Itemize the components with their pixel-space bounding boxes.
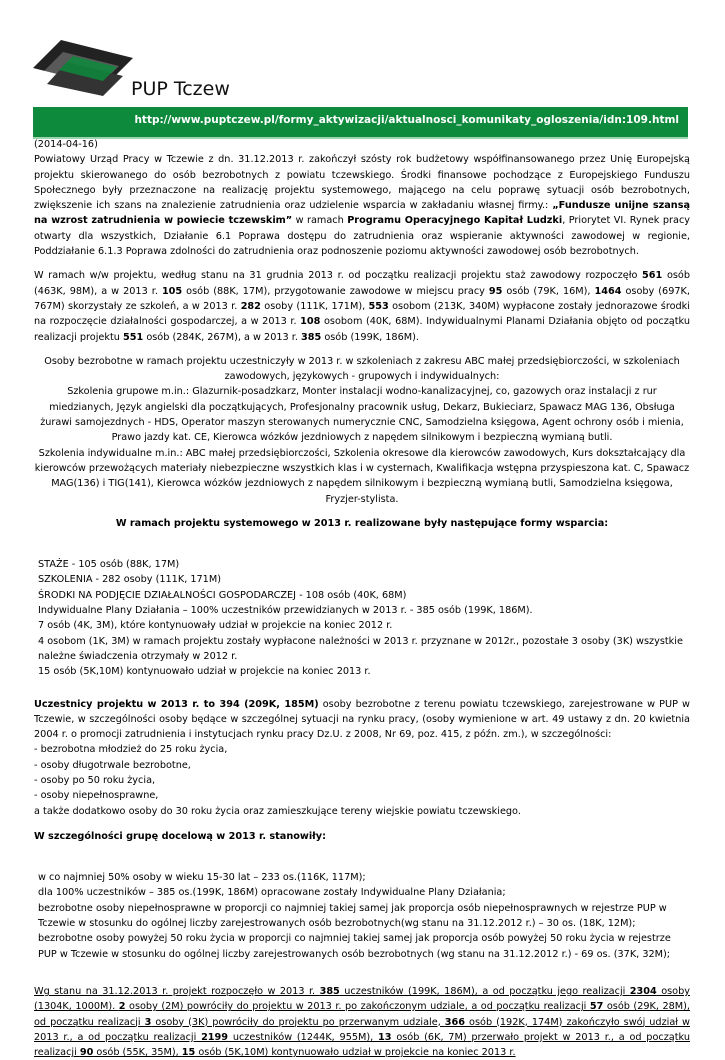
article-content [34, 137, 690, 1060]
training-group: Szkolenia grupowe m.in.: Glazurnik-posadzkarz, Monter instalacji wodno-kanalizacyjnej, co, gazowych oraz instalacji z rur miedzianych, Język angielski dla początkujących, Profesjonalny pracownik usług, Dekarz, Bukieciarz, Spawacz MAG 136, Obsługa żurawi samojezdnych - HDS, Operator maszyn sterowanych numerycznie CNC, Samodzielna księgowa, Agent ochrony osób i mienia, Prawo jazdy kat. CE, Kierowca wózków jezdniowych z napędem silnikowym i bezpieczną wymianą butli. [40, 386, 684, 444]
project-title: „Fundusze unijne szansą na wzrost zatrudnienia w powiecie tczewskim” [34, 200, 690, 227]
participants-paragraph [34, 697, 690, 743]
participants-text: osoby bezrobotne z terenu powiatu tczewskiego, zarejestrowane w PUP w Tczewie, w szczególności osoby będące w szczególnej sytuacji na rynku pracy, (osoby wymienione w art. 49 ustawy z dn. 20 kwietnia 2004 r. o promocji zatrudnienia i instytucjach rynku pracy Dz.U. z 2008, Nr 69, poz. 415, z późn. zm.), w szczególności: [34, 698, 690, 741]
training-individual: Szkolenia indywidualne m.in.: ABC małej przedsiębiorczości, Szkolenia okresowe dla kierowców zawodowych, Kurs dokształcający dla kierowców przewożących materiały niebezpieczne wszystkich klas i w cysternach, Kwalifikacja wstępna przyspieszona kat. C, Spawacz MAG(136) i TIG(141), Kierowca wózków jezdniowych z napędem silnikowym i bezpieczną wymianą butli, Samodzielna księgowa, Fryzjer-stylista. [34, 447, 690, 505]
target-heading: W szczególności grupę docelową w 2013 r. stanowiły: [34, 830, 326, 842]
list-item: - osoby długotrwale bezrobotne, [34, 759, 191, 771]
article-date: (2014-04-16) [34, 139, 98, 150]
stats-paragraph: W ramach w/w projektu, według stanu na 31 grudnia 2013 r. od początku realizacji projektu staż zawodowy rozpoczęło 561 osób (463K, 98M), a w 2013 r. 105 osób (88K, 17M), przygotowanie zawodowe w miejscu pracy 95 osób (79K, 16M), 1464 osoby (697K, 767M) skorzystały ze szkoleń, a w 2013 r. 282 osoby (111K, 171M), 553 osobom (213K, 340M) wypłacone zostały jednorazowe środki na rozpoczęcie działalności gospodarczej, a w 2013 r. 108 osobom (40K, 68M). Indywidualnymi Planami Działania objęto od początku realizacji projektu 551 osób (284K, 267M), a w 2013 r. 385 osób (199K, 186M). [34, 270, 690, 343]
list-item: dla 100% uczestników – 385 os.(199K, 186M) opracowane zostały Indywidualne Plany Działania; [38, 887, 506, 899]
intro-text-2: w ramach [292, 215, 348, 227]
participants-count: Uczestnicy projektu w 2013 r. to 394 (209K, 185M) [34, 698, 319, 710]
list-item: bezrobotne osoby powyżej 50 roku życia w proporcji co najmniej takiej samej jak proporcja osób powyżej 50 roku życia w rejestrze PUP w Tczewie w stosunku do ogólnej liczby zarejestrowanych osób bezrobotnych (wg stanu na 31.12.2012 r.) - 69 os. (37K, 32M); [38, 933, 671, 960]
summary-paragraph: Wg stanu na 31.12.2013 r. projekt rozpoczęło w 2013 r. 385 uczestników (199K, 186M), a od początku jego realizacji 2304 osoby (1304K, 1000M). 2 osoby (2M) powróciły do projektu w 2013 r. po zakończonym udziale, a od początku realizacji 57 osób (29K, 28M), od początku realizacji 3 osoby (3K) powróciły do projektu po przerwanym udziale, 366 osób (192K, 174M) zakończyło swój udział w 2013 r., a od początku realizacji 2199 uczestników (1244K, 955M), 13 osób (6K, 7M) przerwało projekt w 2013 r., a od początku realizacji 90 osób (55K, 35M), 15 osób (5K,10M) kontynuowało udział w projekcie na koniec 2013 r. [34, 985, 691, 1059]
pup-logo-icon [33, 40, 133, 96]
list-item: Indywidualne Plany Działania – 100% uczestników przewidzianych w 2013 r. - 385 osób (199K, 186M). [38, 605, 533, 617]
forms-list [34, 557, 690, 679]
list-item: SZKOLENIA - 282 osoby (111K, 171M) [38, 574, 221, 586]
intro-text-3: , Priorytet VI. Rynek pracy otwarty dla wszystkich, Działanie 6.1 Poprawa dostępu do zatrudnienia oraz wspieranie aktywności zawodowej w regionie, Poddziałanie 6.1.3 Poprawa zdolności do zatrudnienia oraz podnoszenie poziomu aktywności zawodowej osób bezrobotnych. [34, 215, 691, 258]
participants-tail: a także dodatkowo osoby do 30 roku życia oraz zamieszkujące tereny wiejskie powiatu tczewskiego. [34, 805, 521, 817]
list-item: ŚRODKI NA PODJĘCIE DZIAŁALNOŚCI GOSPODARCZEJ - 108 osób (40K, 68M) [38, 589, 407, 601]
list-item: - osoby po 50 roku życia, [34, 774, 156, 786]
list-item: w co najmniej 50% osoby w wieku 15-30 lat – 233 os.(116K, 117M); [38, 872, 366, 884]
list-item: 7 osób (4K, 3M), które kontynuowały udział w projekcie na koniec 2012 r. [38, 620, 393, 632]
list-item: bezrobotne osoby niepełnosprawne w proporcji co najmniej takiej samej jak proporcja osób niepełnosprawnych w rejestrze PUP w Tczewie w stosunku do ogólnej liczby zarejestrowanych osób bezrobotnych(wg stanu na 31.12.2012 r.) – 30 os. (18K, 12M); [38, 902, 667, 930]
list-item: - bezrobotna młodzież do 25 roku życia, [34, 744, 228, 756]
training-intro: Osoby bezrobotne w ramach projektu uczestniczyły w 2013 r. w szkoleniach z zakresu ABC małej przedsiębiorczości, w szkoleniach zawodowych, językowych - grupowych i indywidualnych: [44, 355, 680, 383]
list-item: STAŻE - 105 osób (88K, 17M) [38, 559, 180, 571]
list-item: 4 osobom (1K, 3M) w ramach projektu zostały wypłacone należności w 2013 r. przyznane w 2012r., pozostałe 3 osoby (3K) wszystkie należne świadczenia otrzymały w 2012 r. [38, 635, 683, 662]
list-item: 15 osób (5K,10M) kontynuowało udział w projekcie na koniec 2013 r. [38, 666, 371, 678]
program-name: Programu Operacyjnego Kapitał Ludzki [347, 215, 563, 227]
brand-name: PUP Tczew [131, 78, 230, 100]
intro-text: Powiatowy Urząd Pracy w Tczewie z dn. 31.12.2013 r. zakończył szósty rok budżetowy współfinansowanego przez Unię Europejską projektu skierowanego do osób bezrobotnych z powiatu tczewskiego. Środki finansowe pochodzące z Europejskiego Funduszu Społecznego były przeznaczone na realizację projektu systemowego, mającego na celu poprawę sytuacji osób bezrobotnych, zwiększenie ich szans na znalezienie zatrudnienia oraz udzielenie wsparcia w zakładaniu własnej firmy.: [34, 154, 690, 212]
source-url-link[interactable]: http://www.puptczew.pl/formy_aktywizacji/aktualnosci_komunikaty_ogloszenia/idn:109.html [134, 114, 679, 126]
intro-paragraph [34, 152, 690, 259]
target-list [34, 870, 690, 962]
forms-heading: W ramach projektu systemowego w 2013 r. realizowane były następujące formy wsparcia: [115, 517, 609, 529]
list-item: - osoby niepełnosprawne, [34, 790, 159, 802]
